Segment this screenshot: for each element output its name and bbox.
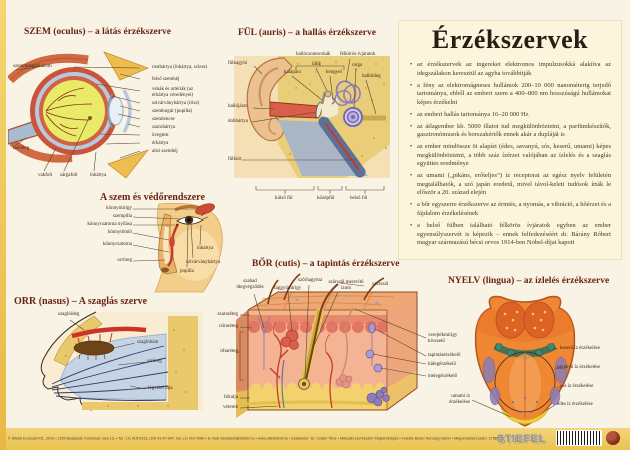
anatomy-label: orrüreg xyxy=(147,359,162,364)
nose-section-heading: ORR (nasus) – A szaglás szerve xyxy=(14,296,148,307)
anatomy-label: irharéteg xyxy=(220,349,238,354)
anatomy-label: tapintásérzékelő xyxy=(428,353,461,358)
anatomy-label: belső fül xyxy=(350,196,368,201)
anatomy-label: üllő xyxy=(312,62,320,67)
info-panel xyxy=(398,20,622,260)
anatomy-label: szivárványhártya (írisz) xyxy=(152,101,200,106)
anatomy-label: szempilla xyxy=(112,214,132,219)
anatomy-label: fülkürt xyxy=(228,157,242,162)
left-edge-strip xyxy=(0,0,6,450)
anatomy-label: umami íz érzékelése xyxy=(449,394,470,406)
fact-item: • az umami („pikáns, erőteljes”) íz receptorai az egész nyelv felületén megtalálhatók, a szó japán eredetű, mivel távol-keleti tudósok írták le először a 20. század elején xyxy=(409,172,611,198)
anatomy-label: könnymirigy xyxy=(106,206,132,211)
ear-diagram xyxy=(226,48,398,208)
fact-item: • az átlagember kb. 5000 illatot tud megkülönböztetni, a parfümkészítők, gasztronómusok és borszakértők ennek akár a dupláját is xyxy=(409,123,611,140)
fact-item: • a fény az elektromágneses hullámok 200–10 000 nanométerig terjedő tartománya, ebből az emberi szem a 400–800 nm hosszúságú hullámokat képes érzékelni xyxy=(409,82,611,108)
anatomy-label: melegérzékelő xyxy=(428,374,458,379)
anatomy-label: félkörös ívjáratok xyxy=(340,52,376,57)
anatomy-label: kalapács xyxy=(284,70,302,75)
anatomy-label: látóideg xyxy=(13,146,30,151)
skin-diagram xyxy=(222,270,432,428)
anatomy-label: üvegtest xyxy=(152,133,169,138)
anatomy-label: vénák és artériák (az érhártya véredényei) xyxy=(152,87,194,99)
fact-item: • a belső fülben található félkörös ívjáratok egyben az ember egyensúlyszervét is képezik – ennek felfedezéséért dr. Bárány Róbert magyar származású bécsi orvos 1914-ben Nobel-díjat kapott xyxy=(409,222,611,248)
anatomy-label: szaruréteg xyxy=(217,312,238,317)
anatomy-label: ínhártya xyxy=(90,173,107,178)
anatomy-label: verejtékmirigy kivezető xyxy=(428,333,458,345)
anatomy-label: szemlencse xyxy=(152,117,175,122)
anatomy-label: szőrszál xyxy=(372,282,389,287)
skin-section-heading: BŐR (cutis) – a tapintás érzékszerve xyxy=(252,259,400,269)
tongue-diagram xyxy=(425,290,625,432)
anatomy-label: orrüreg xyxy=(117,258,132,263)
anatomy-label: kengyel xyxy=(326,70,342,75)
anatomy-label: felső szemhéj xyxy=(152,77,180,82)
ear-section-heading: FÜL (auris) – a hallás érzékszerve xyxy=(238,28,376,38)
anatomy-label: könnycsatorna xyxy=(102,242,132,247)
anatomy-label: pupilla xyxy=(180,269,194,274)
facts-list xyxy=(409,61,611,248)
anatomy-label: alsó szemhéj xyxy=(152,149,178,154)
anatomy-label: szaglóideg xyxy=(58,312,80,317)
anatomy-label: hallójárat xyxy=(228,104,247,109)
anatomy-label: hallócsontocskák xyxy=(296,52,331,57)
anatomy-label: sós íz érzékelése xyxy=(560,384,594,389)
anatomy-label: ínhártya xyxy=(197,246,214,251)
fact-item: • az érzékszervek az ingereket elektromos impulzusokká alakítva az idegszálakon keresztül az agyba továbbítják xyxy=(409,61,611,78)
fact-item: • az emberi hallás tartománya 16–20 000 Hz xyxy=(409,111,611,120)
footer-copyright: © Stiefel Eurocart Kft., 2010 • 1155 Budapest, Kolozsvár utca 13. • Tel.: (1) 415-0313, (20) 41-47-947, fax: (1) 414-7080 • E-mail: iskolabolt@stiefel.hu • www.stiefelbolt.hu • Szaklektor: Dr. Csáter Tibor • Műszaki szerkesztő: Majsai Mátyás • Felelős kiadó: Herczeg Gábor • Megrendelési szám: 17586/N xyxy=(8,437,503,441)
globe-icon xyxy=(606,431,620,445)
eye-protection-heading: A szem és védőrendszere xyxy=(100,192,205,203)
anatomy-label: szaruhártya xyxy=(152,125,176,130)
anatomy-label: csiga xyxy=(352,63,363,68)
anatomy-label: csíraréteg xyxy=(218,324,238,329)
anatomy-label: szemmozgató izom xyxy=(13,64,52,69)
anatomy-label: középfül xyxy=(317,196,335,201)
anatomy-label: sárgafolt xyxy=(60,173,78,178)
anatomy-label: érhártya xyxy=(152,141,169,146)
anatomy-label: külső fül xyxy=(275,196,293,201)
anatomy-label: keserű íz érzékelése xyxy=(560,346,600,351)
anatomy-label: hallóideg xyxy=(362,74,381,79)
anatomy-label: faggyúmirigy xyxy=(274,286,302,291)
barcode xyxy=(556,430,602,446)
stiefel-logo: STIEFEL xyxy=(497,433,546,445)
nose-diagram xyxy=(18,310,203,432)
poster-title: Érzékszervek xyxy=(431,25,589,54)
anatomy-label: hidegérzékelő xyxy=(428,362,457,367)
anatomy-label: édes íz érzékelése xyxy=(557,402,593,407)
anatomy-label: légvétel útja xyxy=(148,386,173,391)
anatomy-label: szőrszál merevítő izom xyxy=(328,280,364,292)
fact-item: • az ember mindössze öt alapízt (édes, savanyú, sós, keserű, umami) képes megkülönböztetni, a több száz ízérzet valójában az ízlelés és a szaglás együttes eredménye xyxy=(409,143,611,169)
anatomy-label: szembogár (pupilla) xyxy=(152,109,193,114)
anatomy-label: szivárványhártya xyxy=(186,260,221,265)
anatomy-label: rosthártya (ínhártya, sclera) xyxy=(152,65,208,70)
anatomy-label: szabad idegvégződés xyxy=(236,279,264,291)
eye-section-heading: SZEM (oculus) – a látás érzékszerve xyxy=(24,27,171,37)
anatomy-label: könnytömlő xyxy=(107,230,132,235)
fact-item: • a bőr egyszerre érzékszerve az érintés, a nyomás, a vibráció, a hőérzet és a fájdalom érzékelésének xyxy=(409,201,611,218)
anatomy-label: szőrhagyma xyxy=(298,278,323,283)
anatomy-label: savanyú íz érzékelése xyxy=(557,365,601,370)
anatomy-label: bőralja xyxy=(224,395,238,400)
tongue-section-heading: NYELV (lingua) – az ízlelés érzékszerve xyxy=(448,276,610,286)
anatomy-label: fülkagyló xyxy=(228,61,248,66)
anatomy-label: szaglóhám xyxy=(137,340,159,345)
anatomy-label: dobhártya xyxy=(228,119,248,124)
anatomy-label: vakfolt xyxy=(38,173,53,178)
anatomy-label: vérerek xyxy=(223,405,238,410)
anatomy-label: könnycsatorna nyílása xyxy=(87,222,132,227)
